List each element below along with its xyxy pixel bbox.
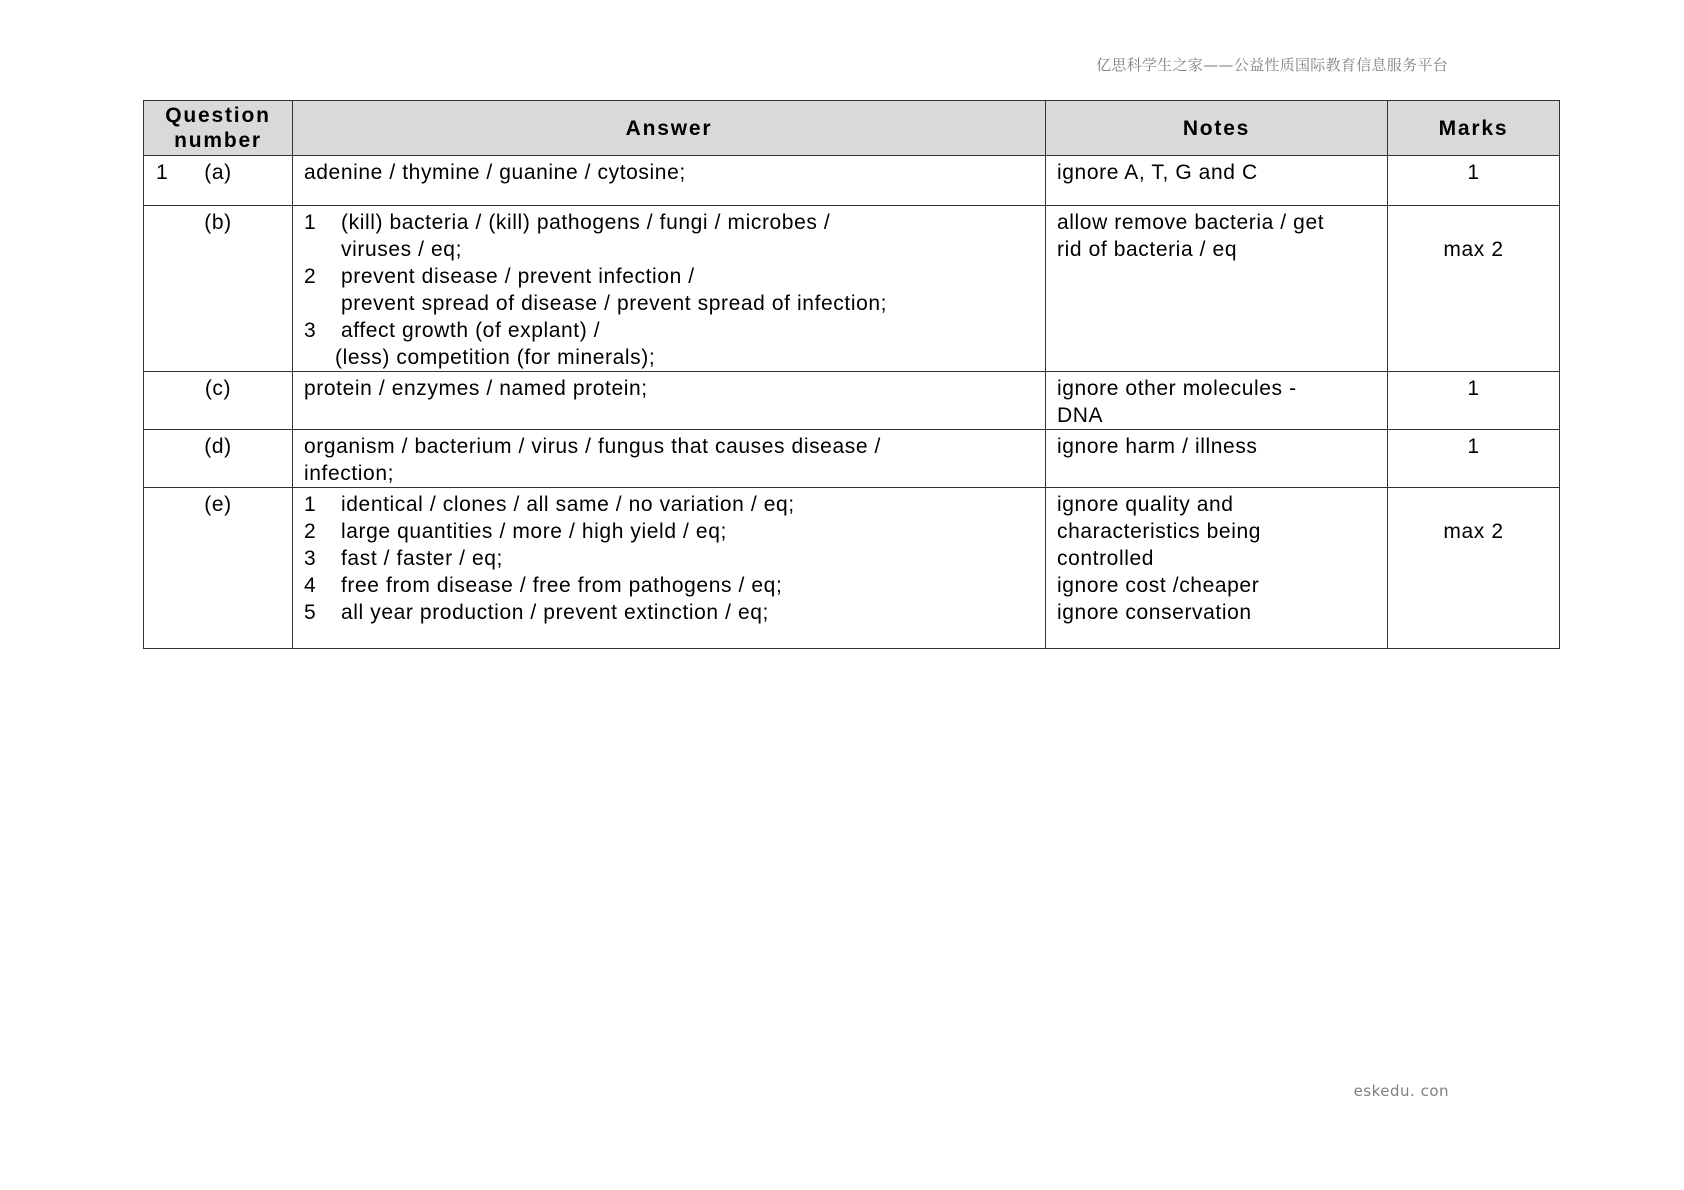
notes-cell [1046,206,1388,372]
notes-line: rid of bacteria / eq [1057,238,1238,261]
question-cell [144,156,293,206]
answer-point: 4 free from disease / free from pathogens / eq; [304,574,783,597]
answer-line: organism / bacterium / virus / fungus that causes disease / [304,435,881,458]
notes-cell [1046,372,1388,430]
mark-scheme-table [143,100,1560,649]
notes-line: ignore A, T, G and C [1057,161,1258,184]
header-question-number: Question number [144,101,293,156]
notes-cell [1046,488,1388,649]
table-row [144,488,1560,649]
table-header-row [144,101,1560,156]
answer-point: 5 all year production / prevent extinction / eq; [304,601,769,624]
notes-line: ignore cost /cheaper [1057,574,1260,597]
answer-line: infection; [304,462,395,485]
notes-line: controlled [1057,547,1155,570]
marks-cell [1388,206,1560,372]
marks-value: 1 [1467,161,1480,184]
notes-line: characteristics being [1057,520,1262,543]
notes-line: allow remove bacteria / get [1057,211,1325,234]
page-header: 亿思科学生之家——公益性质国际教育信息服务平台 [1096,56,1448,74]
notes-line: DNA [1057,404,1104,427]
table-row [144,430,1560,488]
answer-point-continuation: (less) competition (for minerals); [335,346,656,369]
table-row [144,156,1560,206]
question-cell [144,206,293,372]
marks-cell [1388,430,1560,488]
answer-line: adenine / thymine / guanine / cytosine; [304,161,686,184]
answer-point: 2 large quantities / more / high yield / eq; [304,520,727,543]
answer-point: 1 identical / clones / all same / no variation / eq; [304,493,795,516]
answer-point-continuation: prevent spread of disease / prevent spread of infection; [341,292,888,315]
question-cell [144,372,293,430]
page-footer: eskedu. con [1353,1082,1449,1100]
header-marks: Marks [1388,101,1560,156]
answer-cell [293,430,1046,488]
answer-cell [293,488,1046,649]
question-number: 1 [156,161,169,184]
header-answer: Answer [293,101,1046,156]
question-part: (a) [204,161,232,184]
table-row [144,206,1560,372]
answer-line: protein / enzymes / named protein; [304,377,648,400]
answer-cell [293,372,1046,430]
notes-line: ignore other molecules - [1057,377,1297,400]
question-part: (b) [204,211,232,234]
marks-cell [1388,488,1560,649]
marks-cell [1388,372,1560,430]
answer-cell [293,206,1046,372]
marks-value: 1 [1467,435,1480,458]
notes-line: ignore quality and [1057,493,1234,516]
marks-value: 1 [1467,377,1480,400]
question-part: (d) [204,435,232,458]
answer-point-continuation: viruses / eq; [341,238,463,261]
table-row [144,372,1560,430]
notes-line: ignore conservation [1057,601,1252,624]
answer-cell [293,156,1046,206]
marks-value: max 2 [1443,520,1504,543]
answer-point: 3 affect growth (of explant) / [304,319,601,342]
question-cell [144,488,293,649]
question-part: (e) [204,493,232,516]
notes-cell [1046,156,1388,206]
answer-point: 2 prevent disease / prevent infection / [304,265,695,288]
marks-value: max 2 [1443,238,1504,261]
notes-line: ignore harm / illness [1057,435,1258,458]
notes-cell [1046,430,1388,488]
answer-point: 3 fast / faster / eq; [304,547,503,570]
header-notes: Notes [1046,101,1388,156]
marks-cell [1388,156,1560,206]
question-part: (c) [204,377,232,400]
answer-point: 1 (kill) bacteria / (kill) pathogens / fungi / microbes / [304,211,831,234]
question-cell [144,430,293,488]
